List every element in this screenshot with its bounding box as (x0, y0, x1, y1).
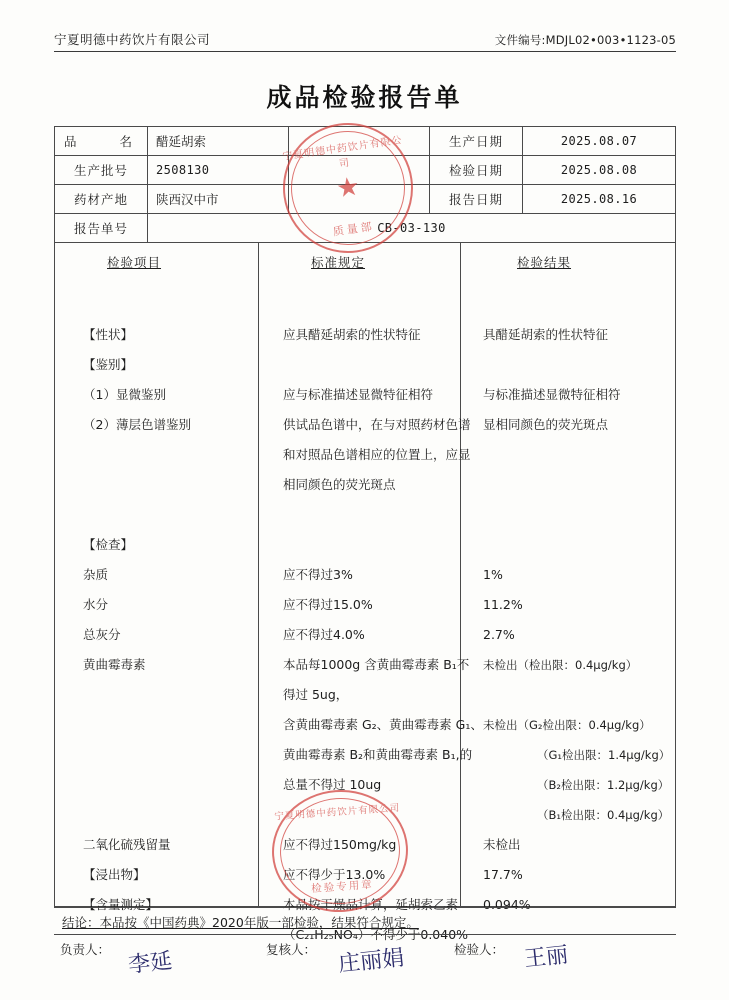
list-item: 11.2% (483, 597, 523, 612)
list-item: 应不得少于13.0% (283, 867, 386, 882)
list-item: 【性状】 (83, 327, 134, 342)
list-item: （G₁检出限：1.4μg/kg） (537, 748, 671, 762)
signature-row (54, 940, 676, 988)
list-item (83, 740, 253, 770)
list-item: （C₂₁H₂₅NO₄）不得少于0.040% (283, 927, 469, 942)
list-item: （1）显微鉴别 (83, 387, 166, 402)
list-item: 和对照品色谱相应的位置上，应显 (283, 447, 471, 462)
signature-divider (54, 934, 676, 935)
list-item: 未检出（G₂检出限：0.4μg/kg） (483, 718, 651, 732)
conclusion-text: 本品按《中国药典》2020年版一部检验，结果符合规定。 (99, 915, 419, 930)
conclusion (62, 913, 419, 931)
list-item: 本品每1000g 含黄曲霉毒素 B₁不 (283, 657, 470, 672)
list-item (483, 500, 673, 530)
list-item: 杂质 (83, 567, 109, 582)
list-item: 黄曲霉毒素 (83, 657, 146, 672)
grid-divider-2 (460, 242, 461, 906)
list-item (83, 470, 253, 500)
stamp-top-text: 宁夏明德中药饮片有限公司 (281, 135, 404, 170)
list-item: 相同颜色的荧光斑点 (283, 477, 396, 492)
report-no-label: 报告单号 (55, 214, 148, 243)
list-item: 得过 5ug， (283, 687, 349, 702)
star-icon: ★ (334, 171, 362, 205)
list-item: 总量不得过 10ug (283, 777, 382, 792)
product-name-value: 醋延胡索 (148, 127, 289, 156)
list-item: 总灰分 (83, 627, 121, 642)
list-item: 与标准描述显微特征相符 (483, 387, 621, 402)
list-item (283, 800, 455, 830)
list-item: 应具醋延胡索的性状特征 (283, 327, 421, 342)
list-item: 应不得过4.0% (283, 627, 365, 642)
list-item: （B₂检出限：1.2μg/kg） (537, 778, 670, 792)
batch-label: 生产批号 (55, 156, 148, 185)
reviewer-label: 复核人： (266, 942, 317, 957)
report-no-value: CB-03-130 (148, 214, 676, 243)
stamp-bottom-text: 检验专用章 (310, 878, 375, 896)
col-header-item: 检验项目 (107, 255, 162, 270)
results-grid-header (55, 253, 675, 273)
document-code: 文件编号:MDJL02•003•1123-05 (494, 33, 676, 47)
inspection-date-label: 检验日期 (430, 156, 523, 185)
table-row (55, 185, 676, 214)
reviewer-signature: 庄丽娟 (337, 945, 406, 978)
list-item (83, 290, 253, 320)
spacer-cell-3 (289, 185, 430, 214)
list-item: 0.094% (483, 897, 531, 912)
list-item (483, 470, 673, 500)
list-item (483, 440, 673, 470)
list-item: 【浸出物】 (83, 867, 146, 882)
product-name-label: 品 名 (55, 127, 148, 156)
origin-label: 药材产地 (55, 185, 148, 214)
list-item: 水分 (83, 597, 109, 612)
list-item (83, 500, 253, 530)
list-item (483, 530, 673, 560)
production-date-label: 生产日期 (430, 127, 523, 156)
list-item: 本品按干燥品计算，延胡索乙素 (283, 897, 459, 912)
list-item (83, 710, 253, 740)
list-item (283, 290, 455, 320)
table-row (55, 127, 676, 156)
table-row (55, 214, 676, 243)
list-item: 应不得过15.0% (283, 597, 373, 612)
col-header-standard: 标准规定 (311, 255, 366, 270)
list-item: 17.7% (483, 867, 523, 882)
report-date-value: 2025.08.16 (523, 185, 676, 214)
list-item (283, 530, 455, 560)
column-standards (283, 290, 483, 950)
stamp-top-text: 宁夏明德中药饮片有限公司 (274, 802, 401, 823)
info-table (54, 126, 676, 243)
spacer-cell-1 (289, 127, 430, 156)
list-item: 【含量测定】 (83, 897, 159, 912)
list-item: 【检查】 (83, 537, 134, 552)
list-item: 二氧化硫残留量 (83, 837, 171, 852)
list-item (83, 440, 253, 470)
list-item: 显相同颜色的荧光斑点 (483, 417, 609, 432)
list-item (483, 350, 673, 380)
list-item: 1% (483, 567, 503, 582)
col-header-result: 检验结果 (517, 255, 572, 270)
list-item (283, 350, 455, 380)
production-date-value: 2025.08.07 (523, 127, 676, 156)
list-item: 应不得过3% (283, 567, 353, 582)
column-results (483, 290, 673, 950)
conclusion-label: 结论： (62, 915, 100, 930)
report-date-label: 报告日期 (430, 185, 523, 214)
spacer-cell-2 (289, 156, 430, 185)
list-item: 含黄曲霉毒素 G₂、黄曲霉毒素 G₁、 (283, 717, 483, 732)
list-item: 应不得过150mg/kg (283, 837, 397, 852)
list-item (83, 770, 253, 800)
inspector-label: 检验人： (454, 942, 505, 957)
stamp-bottom-text: 质量部 (332, 219, 376, 239)
list-item: 【鉴别】 (83, 357, 134, 372)
column-items (83, 290, 253, 950)
responsible-label: 负责人： (60, 942, 111, 957)
list-item: 未检出（检出限：0.4μg/kg） (483, 658, 638, 672)
table-row (55, 156, 676, 185)
inspection-date-value: 2025.08.08 (523, 156, 676, 185)
grid-divider-1 (258, 242, 259, 906)
list-item: 2.7% (483, 627, 515, 642)
inspector-signature: 王丽 (523, 942, 570, 973)
list-item (483, 680, 673, 710)
list-item (483, 290, 673, 320)
list-item: 应与标准描述显微特征相符 (283, 387, 434, 402)
list-item: （2）薄层色谱鉴别 (83, 417, 191, 432)
page-title: 成品检验报告单 (266, 83, 463, 112)
list-item: 未检出 (483, 837, 521, 852)
company-name: 宁夏明德中药饮片有限公司 (54, 32, 211, 47)
responsible-signature: 李延 (127, 948, 174, 979)
list-item: 具醋延胡索的性状特征 (483, 327, 609, 342)
origin-value: 陕西汉中市 (148, 185, 289, 214)
list-item (83, 680, 253, 710)
list-item (283, 500, 455, 530)
document-header (54, 30, 676, 48)
conclusion-divider (54, 907, 676, 908)
list-item: （B₁检出限：0.4μg/kg） (537, 808, 670, 822)
list-item: 黄曲霉毒素 B₂和黄曲霉毒素 B₁,的 (283, 747, 473, 762)
list-item (83, 800, 253, 830)
header-divider (54, 51, 676, 52)
batch-value: 2508130 (148, 156, 289, 185)
list-item: 供试品色谱中，在与对照药材色谱 (283, 417, 471, 432)
